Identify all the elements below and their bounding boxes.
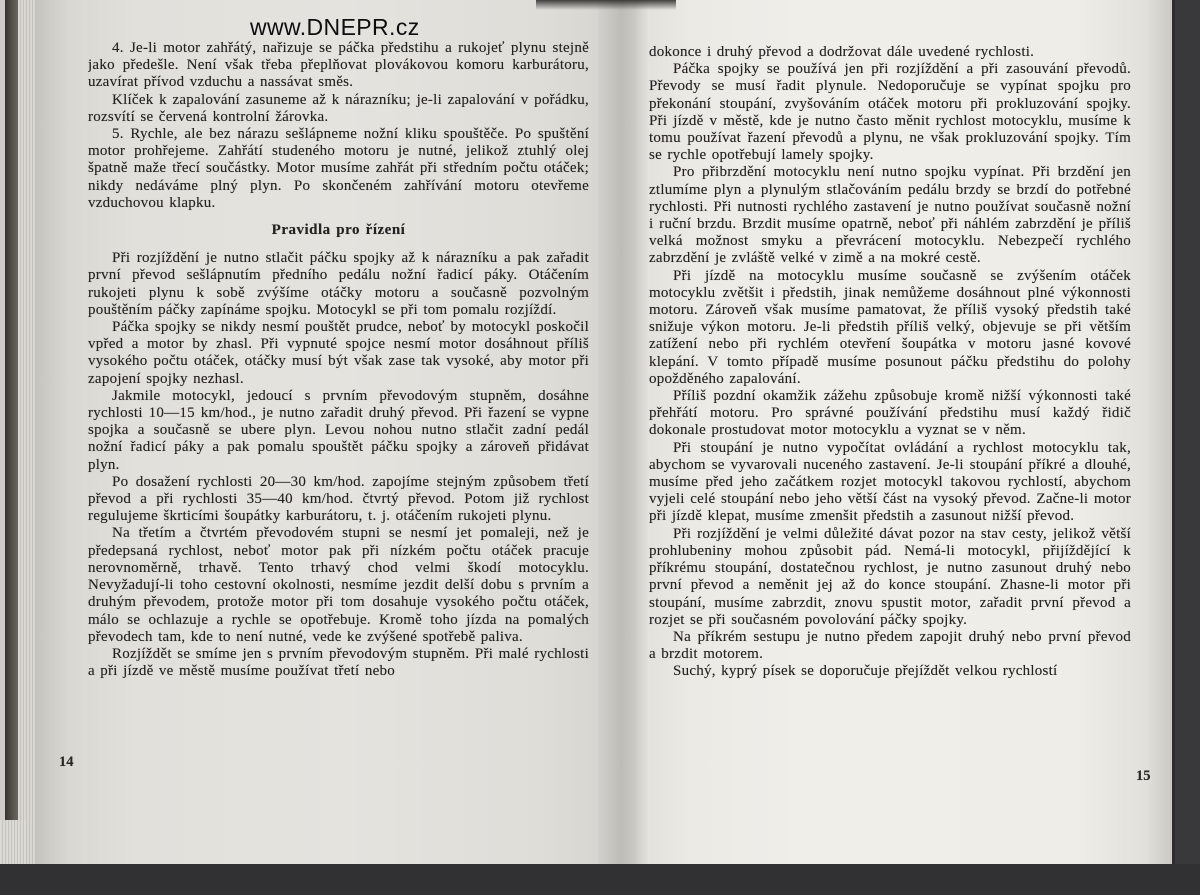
paragraph: Klíček k zapalování zasuneme až k nárazníku; je-li zapalování v pořádku, rozsvítí se červená kontrolní žárovka. <box>88 91 589 125</box>
gutter-top-shadow <box>536 0 676 10</box>
paragraph: Jakmile motocykl, jedoucí s prvním převodovým stupněm, dosáhne rychlosti 10—15 km/hod., je nutno zařadit druhý převod. Při řazení se vypne spojka a současně se ubere plyn. Levou nohou nutno stlačit zadní pedál nožní řadicí páky a pak pomalu spouštět páčku spojky a zároveň přidávat plyn. <box>88 387 589 473</box>
paragraph: dokonce i druhý převod a dodržovat dále uvedené rychlosti. <box>649 44 1035 60</box>
paragraph: Při rozjíždění je nutno stlačit páčku spojky až k nárazníku a pak zařadit první převod sešlápnutím předního pedálu nožní řadicí páky. Otáčením rukojeti plynu k sobě zvýšíme otáčky motoru a současně pozvolným pouštěním páčky zapínáme spojku. Motocykl se při tom pomalu rozjíždí. <box>88 250 589 318</box>
paragraph: Při jízdě na motocyklu musíme současně se zvýšením otáček motocyklu zvětšit i předstih, jinak nemůžeme dosáhnout plné výkonnosti motoru. Zároveň však musíme pamatovat, že příliš vysoký předstih také snižuje výkon motoru. Je-li předstih příliš velký, objevuje se při větším zatížení nebo při rychlém otevření šoupátka v motoru jasné kovové klepání. V tomto případě musíme posunout páčku předstihu do polohy opožděného zapalování. <box>649 267 1131 387</box>
paragraph: Páčka spojky se nikdy nesmí pouštět prudce, neboť by motocykl poskočil vpřed a motor by zhasl. Při vypnuté spojce nesmí motor dosáhnout příliš vysokého počtu otáček, otáčky musí být však zase tak vysoké, aby motor při zapojení spojky nezhasl. <box>88 319 589 387</box>
left-page-number: 14 <box>59 754 74 770</box>
section-heading: Pravidla pro řízení <box>271 222 406 239</box>
paragraph: Rozjíždět se smíme jen s prvním převodovým stupněm. Při malé rychlosti a při jízdě ve městě musíme používat třetí nebo <box>88 645 589 680</box>
paragraph: Po dosažení rychlosti 20—30 km/hod. zapojíme stejným způsobem třetí převod a při rychlosti 35—40 km/hod. čtvrtý převod. Potom již rychlost regulujeme škrticími šoupátky karburátoru, t. j. otáčením rukojeti plynu. <box>88 473 589 525</box>
watermark-text: www.DNEPR.cz <box>250 14 420 40</box>
paragraph: Pro přibrzdění motocyklu není nutno spojku vypínat. Při brzdění jen ztlumíme plyn a plynulým stlačováním pedálu brzdy se brzdí do potřebné rychlosti. Při nutnosti rychlého zastavení je nutno používat současně nožní i ruční brzdu. Brzdit musíme opatrně, neboť při náhlém zabrzdění je příliš velká možnost smyku a převrácení motocyklu. Nebezpečí rychlého zabrzdění je zvláště velké v zimě a na mokré cestě. <box>649 164 1131 267</box>
book-spine-shadow <box>5 0 18 864</box>
paragraph: Při stoupání je nutno vypočítat ovládání a rychlost motocyklu tak, abychom se vyvarovali nuceného zastavení. Je-li stoupání příkré a dlouhé, musíme před jeho začátkem rozjet motocykl takovou rychlostí, abychom vyjeli celé stoupání nebo jeho větší část na vysoký převod. Začne-li motor při jízdě klepat, musíme zmenšit předstih a zasunout nižší převod. <box>649 439 1131 525</box>
paragraph: Suchý, kyprý písek se doporučuje přejíždět velkou rychlostí <box>673 663 1058 680</box>
book-gutter <box>598 0 650 864</box>
paragraph: 4. Je-li motor zahřátý, nařizuje se páčka předstihu a rukojeť plynu stejně jako předešle. Není však třeba přeplňovat plovákovou komoru karburátoru, uzavírat přívod vzduchu a nassávat směs. <box>88 40 589 91</box>
paragraph: 5. Rychle, ale bez nárazu sešlápneme nožní kliku spouštěče. Po spuštění motor prohřejeme. Zahřátí studeného motoru je nutné, jelikož ztuhlý olej špatně maže třecí součástky. Motor musíme zahřát při středním počtu otáček; nikdy nedáváme plný plyn. Po skončeném zahřívání motoru otevřeme vzduchovou klapku. <box>88 126 589 211</box>
background-table-surface <box>0 864 1200 895</box>
paragraph: Páčka spojky se používá jen při rozjíždění a při zasouvání převodů. Převody se musí řadit plynule. Nedoporučuje se vypínat spojku pro překonání stoupání, zvyšováním otáček motoru při prokluzování spojky. Při jízdě v městě, kde je nutno často měnit rychlost motocyklu, musíme k tomu používat řazení převodů a plynu, ne však prokluzování spojky. Tím se rychle opotřebují lamely spojky. <box>649 61 1131 164</box>
paragraph: Na třetím a čtvrtém převodovém stupni se nesmí jet pomaleji, než je předepsaná rychlost, neboť motor pak při nízkém počtu otáček pracuje nerovnoměrně, trhavě. Tento trhavý chod velmi škodí motocyklu. Nevyžadují-li toho cestovní okolnosti, nesmíme jezdit delší dobu s prvním a druhým převodem, protože motor při tom dosahuje vysokého počtu otáček, málo se ochlazuje a rychle se opotřebuje. Kromě toho jízda na pomalých převodech tam, kde to není nutné, vede ke zvýšené spotřebě paliva. <box>88 525 589 645</box>
paragraph: Příliš pozdní okamžik zážehu způsobuje kromě nižší výkonnosti také přehřátí motoru. Pro správné používání předstihu musí každý řidič dokonale prostudovat motor motocyklu a vyznat se v něm. <box>649 388 1131 439</box>
paragraph: Při rozjíždění je velmi důležité dávat pozor na stav cesty, jelikož větší prohlubeniny mohou způsobit pád. Nemá-li motocykl, přijíždějící k příkrému stoupání, dostatečnou rychlost, je nutno zasunout druhý nebo první převod a neměnit jej až do konce stoupání. Zhasne-li motor při stoupání, musíme zabrzdit, znovu spustit motor, zařadit první převod a rozjet se při současném povolování páčky spojky. <box>649 525 1131 628</box>
right-page-number: 15 <box>1136 768 1151 784</box>
left-page-text <box>88 40 589 680</box>
right-page-text <box>649 44 1131 681</box>
paragraph: Na příkrém sestupu je nutno předem zapojit druhý nebo první převod a brzdit motorem. <box>649 628 1131 663</box>
